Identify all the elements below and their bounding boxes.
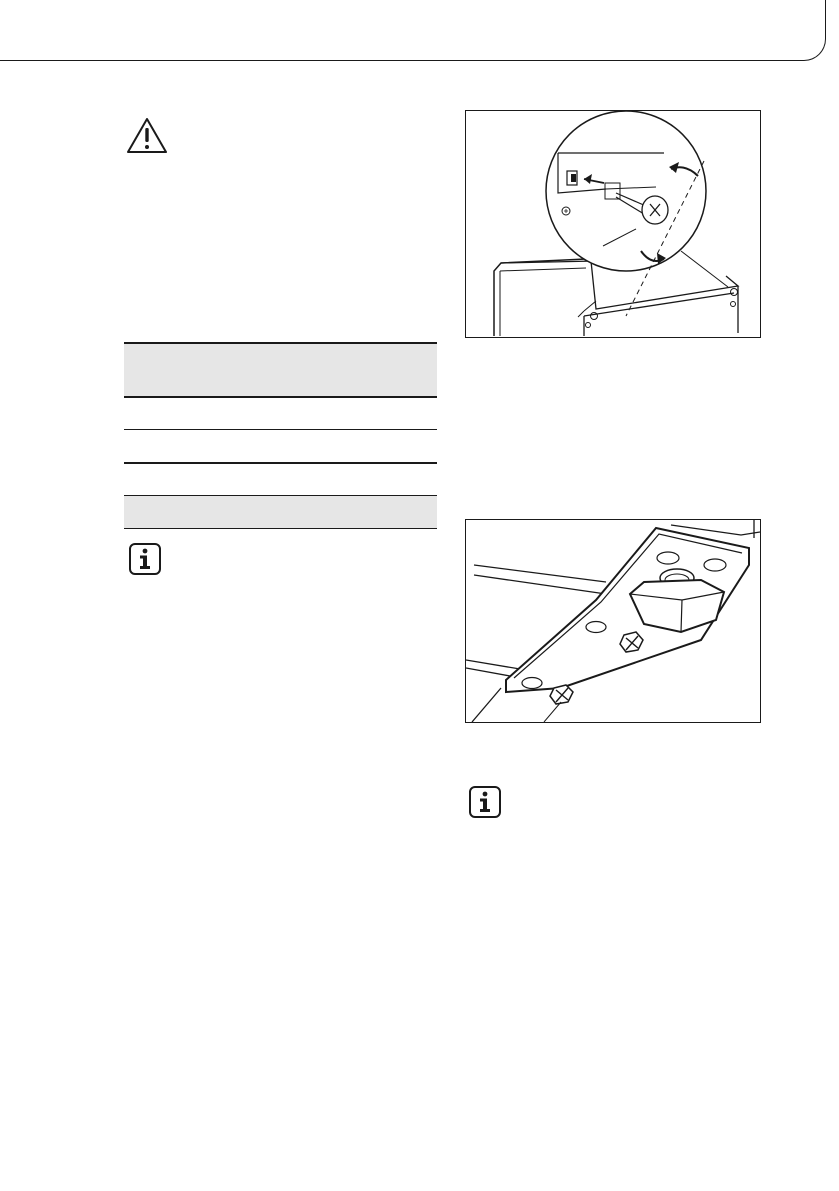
table-row — [124, 396, 437, 429]
info-icon — [129, 543, 161, 575]
table-row — [124, 495, 437, 528]
info-icon — [469, 786, 501, 818]
warning-triangle-icon — [126, 117, 168, 155]
table-bottom-rule — [124, 528, 437, 529]
adjustable-foot-illustration — [465, 519, 761, 723]
door-hinge-screw-illustration — [465, 110, 761, 338]
table-row — [124, 462, 437, 495]
table-header-row — [124, 342, 437, 396]
table-row — [124, 429, 437, 462]
specification-table — [124, 342, 437, 529]
page-edge-rule — [0, 0, 826, 61]
